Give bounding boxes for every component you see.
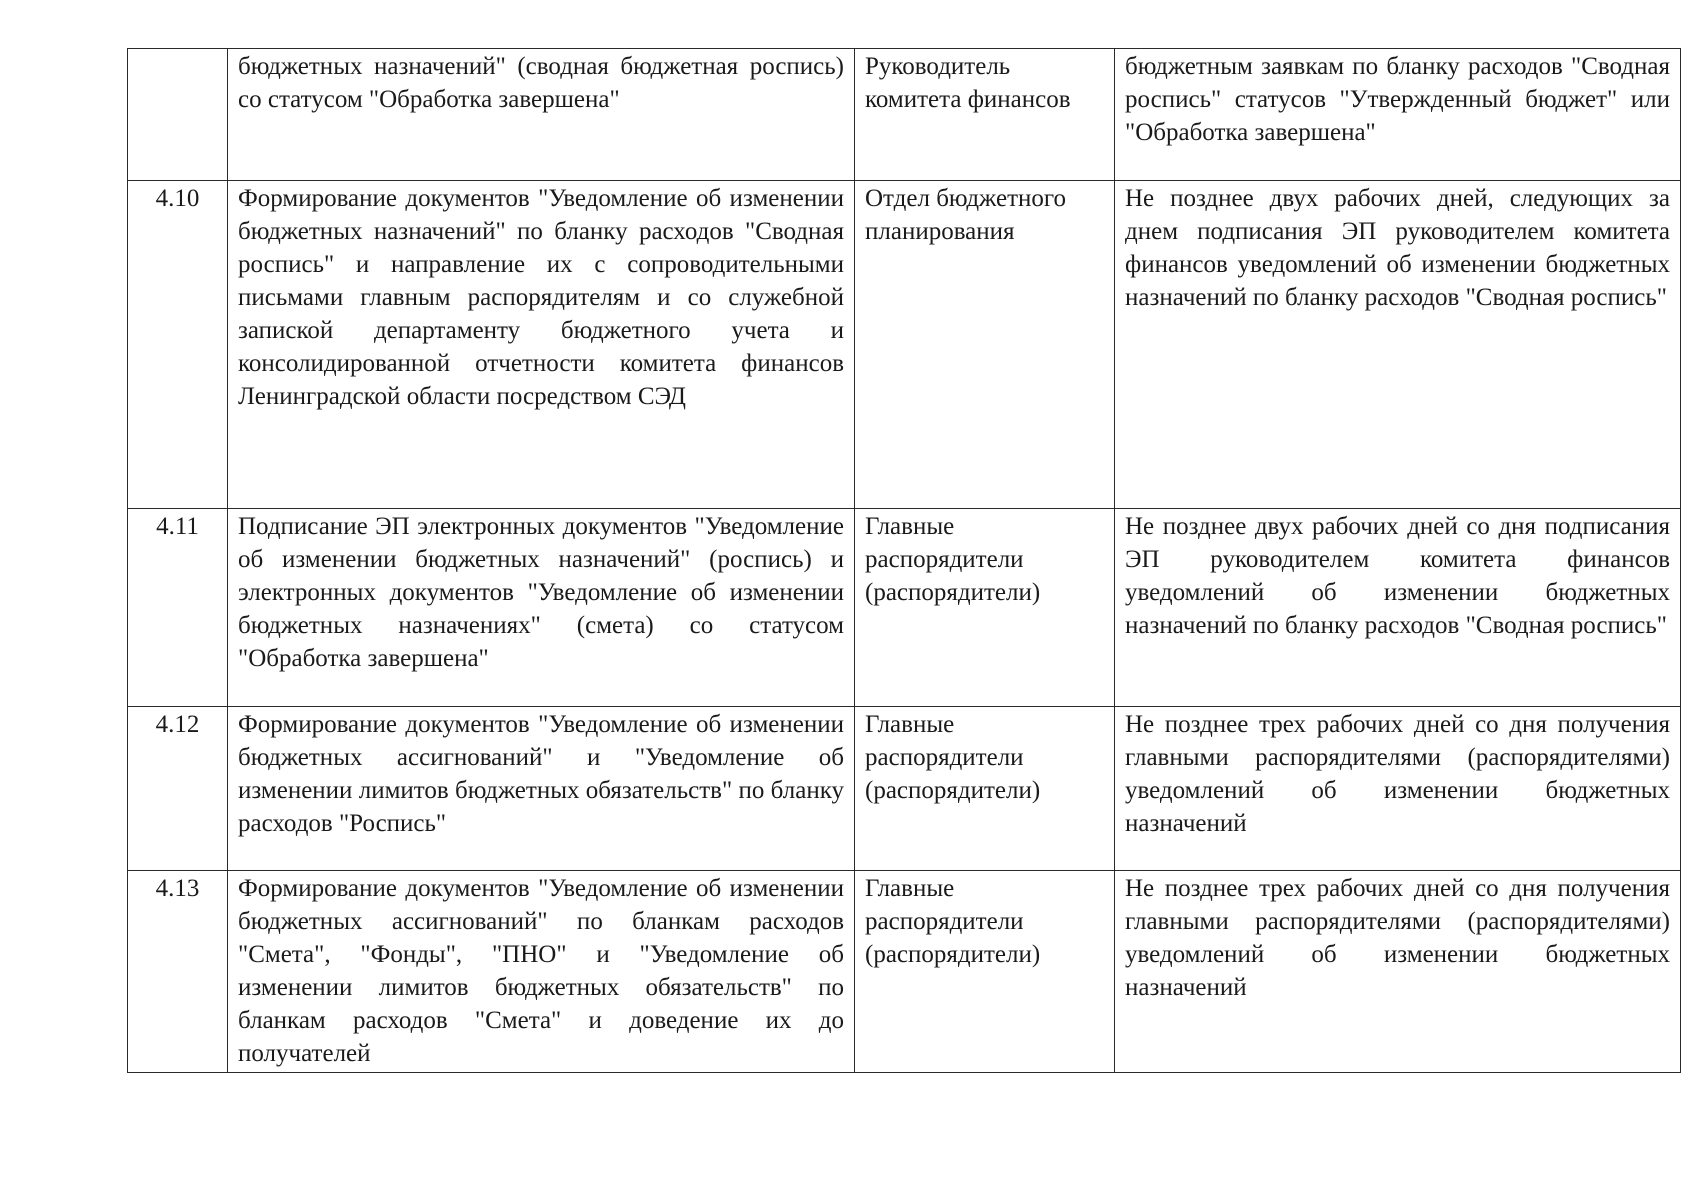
deadline-cell: бюджетным заявкам по бланку расходов "Сводная роспись" статусов "Утвержденный бюджет" или "Обработка завершена"	[1115, 49, 1681, 181]
deadline-cell: Не позднее двух рабочих дней со дня подписания ЭП руководителем комитета финансов уведомлений об изменении бюджетных назначений по бланку расходов "Сводная роспись"	[1115, 509, 1681, 707]
responsible-cell: Руководитель комитета финансов	[855, 49, 1115, 181]
row-number	[128, 49, 228, 181]
action-cell: Подписание ЭП электронных документов "Уведомление об изменении бюджетных назначений" (роспись) и электронных документов "Уведомление об изменении бюджетных назначениях" (смета) со статусом "Обработка завершена"	[228, 509, 855, 707]
action-cell: бюджетных назначений" (сводная бюджетная роспись) со статусом "Обработка завершена"	[228, 49, 855, 181]
action-cell: Формирование документов "Уведомление об изменении бюджетных ассигнований" по бланкам расходов "Смета", "Фонды", "ПНО" и "Уведомление об изменении лимитов бюджетных обязательств" по бланкам расходов "Смета" и доведение их до получателей	[228, 871, 855, 1073]
row-number: 4.13	[128, 871, 228, 1073]
row-number: 4.12	[128, 707, 228, 871]
procedure-table	[127, 48, 1681, 1073]
responsible-cell: Главные распорядители (распорядители)	[855, 707, 1115, 871]
deadline-cell: Не позднее трех рабочих дней со дня получения главными распорядителями (распорядителями) уведомлений об изменении бюджетных назначений	[1115, 871, 1681, 1073]
row-number: 4.10	[128, 181, 228, 509]
action-cell: Формирование документов "Уведомление об изменении бюджетных назначений" по бланку расходов "Сводная роспись" и направление их с сопроводительными письмами главным распорядителям и со служебной запиской департаменту бюджетного учета и консолидированной отчетности комитета финансов Ленинградской области посредством СЭД	[228, 181, 855, 509]
action-cell: Формирование документов "Уведомление об изменении бюджетных ассигнований" и "Уведомление об изменении лимитов бюджетных обязательств" по бланку расходов "Роспись"	[228, 707, 855, 871]
table-row	[128, 181, 1681, 509]
table-row	[128, 509, 1681, 707]
row-number: 4.11	[128, 509, 228, 707]
responsible-cell: Главные распорядители (распорядители)	[855, 509, 1115, 707]
deadline-cell: Не позднее трех рабочих дней со дня получения главными распорядителями (распорядителями) уведомлений об изменении бюджетных назначений	[1115, 707, 1681, 871]
deadline-cell: Не позднее двух рабочих дней, следующих за днем подписания ЭП руководителем комитета финансов уведомлений об изменении бюджетных назначений по бланку расходов "Сводная роспись"	[1115, 181, 1681, 509]
responsible-cell: Отдел бюджетного планирования	[855, 181, 1115, 509]
responsible-cell: Главные распорядители (распорядители)	[855, 871, 1115, 1073]
table-row	[128, 871, 1681, 1073]
table-row	[128, 49, 1681, 181]
table-row	[128, 707, 1681, 871]
